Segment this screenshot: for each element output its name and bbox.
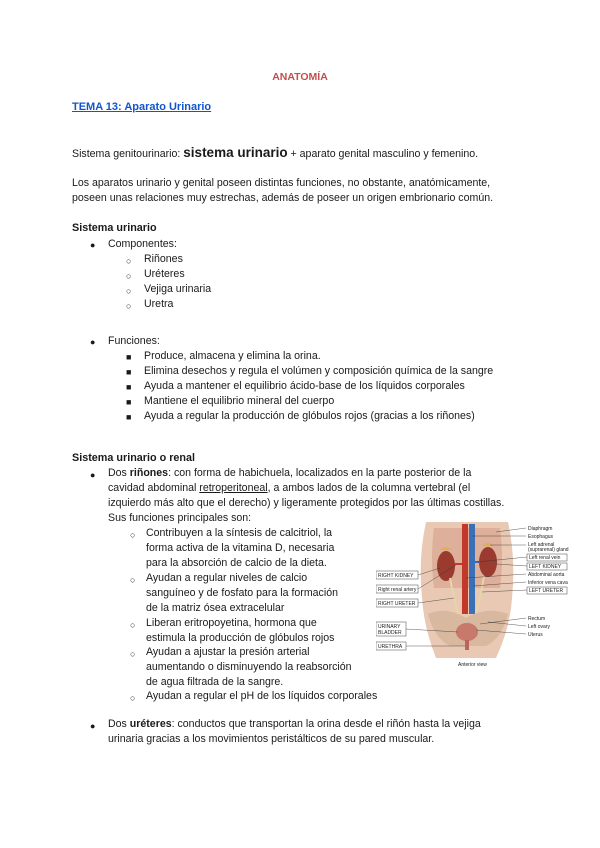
bullet-dot-small: ■: [126, 367, 132, 377]
label-urethra: URETHRA: [378, 644, 403, 650]
label-abdominal-aorta: Abdominal aorta: [528, 572, 565, 578]
funcion-rinon-line: Ayudan a ajustar la presión arterial: [146, 646, 310, 658]
intro-bold: sistema urinario: [183, 145, 288, 160]
aorta-shape: [462, 524, 468, 614]
bullet-circle: ○: [130, 575, 136, 585]
urinary-system-illustration: [376, 518, 576, 668]
funcion-rinon-line: de agua filtrada de la sangre.: [146, 676, 284, 688]
bullet-circle: ○: [130, 530, 136, 540]
funcion-rinon-line: Ayudan a regular niveles de calcio: [146, 572, 308, 584]
componente-item: Uretra: [144, 298, 174, 310]
funcion-item: Elimina desechos y regula el volúmen y composición química de la sangre: [144, 365, 494, 377]
bullet-dot-small: ■: [126, 412, 132, 422]
label-inferior-vena-cava: Inferior vena cava: [528, 580, 568, 586]
bullet-circle: ○: [126, 301, 132, 311]
bullet-circle: ○: [126, 286, 132, 296]
label-right-ureter: RIGHT URETER: [378, 601, 416, 607]
funcion-rinon-line: forma activa de la vitamina D, necesaria: [146, 542, 335, 554]
label-left-renal-vein: Left renal vein: [529, 555, 561, 561]
bullet-circle: ○: [130, 693, 136, 703]
bullet-circle: ○: [126, 256, 132, 266]
funciones-label: Funciones:: [108, 335, 160, 347]
label-left-ureter: LEFT URETER: [529, 588, 564, 594]
topic-title: TEMA 13: Aparato Urinario: [72, 101, 212, 113]
right-kidney-shape: [437, 551, 455, 581]
left-kidney-shape: [479, 547, 497, 577]
vena-cava-shape: [469, 524, 475, 614]
bullet-dot: ●: [90, 721, 96, 731]
intro-paragraph: [72, 145, 532, 162]
bullet-dot-small: ■: [126, 352, 132, 362]
bullet-dot: ●: [90, 470, 96, 480]
rinones-line-3: izquierdo más alto que el derecho) y ligeramente protegidos por las últimas costillas.: [108, 497, 505, 509]
label-left-ovary: Left ovary: [528, 624, 550, 630]
funcion-rinon-line: estimula la producción de glóbulos rojos: [146, 632, 335, 644]
bullet-circle: ○: [126, 271, 132, 281]
retroperitoneal-link[interactable]: retroperitoneal: [199, 482, 268, 494]
figure-caption: Anterior view: [458, 662, 487, 668]
componentes-label: Componentes:: [108, 238, 177, 250]
urethra-shape: [465, 640, 469, 650]
label-suprarenal-gland: (suprarenal) gland: [528, 547, 569, 553]
section-heading-sistema-urinario: Sistema urinario: [72, 222, 157, 234]
label-bladder: BLADDER: [378, 630, 402, 636]
label-right-kidney: RIGHT KIDNEY: [378, 573, 414, 579]
label-right-renal-artery: Right renal artery: [378, 587, 417, 593]
funcion-item: Mantiene el equilibrio mineral del cuerpo: [144, 395, 335, 407]
componente-item: Uréteres: [144, 268, 185, 280]
funcion-item: Ayuda a mantener el equilibrio ácido-base de los líquidos corporales: [144, 380, 465, 392]
funcion-item: Ayuda a regular la producción de glóbulos rojos (gracias a los riñones): [144, 410, 475, 422]
label-left-adrenal: Left adrenal: [528, 542, 555, 548]
bullet-dot-small: ■: [126, 397, 132, 407]
label-left-kidney: LEFT KIDNEY: [529, 564, 562, 570]
urinary-system-figure: [376, 518, 576, 668]
para2-line-1: Los aparatos urinario y genital poseen distintas funciones, no obstante, anatómicamente,: [72, 177, 491, 189]
bullet-dot-small: ■: [126, 382, 132, 392]
intro-suffix: + aparato genital masculino y femenino.: [287, 148, 479, 160]
funcion-rinon-line: Ayudan a regular el pH de los líquidos corporales: [146, 690, 378, 702]
rinones-line-1: Dos riñones: con forma de habichuela, localizados en la parte posterior de la: [108, 467, 472, 479]
bullet-dot: ●: [90, 337, 96, 347]
funcion-rinon-line: de la matriz ósea extracelular: [146, 602, 285, 614]
funcion-rinon-line: Liberan eritropoyetina, hormona que: [146, 617, 317, 629]
funcion-rinon-line: Contribuyen a la síntesis de calcitriol, la: [146, 527, 333, 539]
intro-prefix: Sistema genitourinario:: [72, 148, 184, 160]
componente-item: Riñones: [144, 253, 183, 265]
bullet-circle: ○: [130, 649, 136, 659]
label-rectum: Rectum: [528, 616, 546, 622]
funcion-rinon-line: para la absorción de calcio de la dieta.: [146, 557, 327, 569]
ureteres-line-1: Dos uréteres: conductos que transportan la orina desde el riñón hasta la vejiga: [108, 718, 481, 730]
ureteres-line-2: urinaria gracias a los movimientos peristálticos de su pared muscular.: [108, 733, 435, 745]
bladder-shape: [456, 623, 478, 641]
label-diaphragm: Diaphragm: [528, 526, 553, 532]
para2-line-2: poseen unas relaciones muy estrechas, además de poseer un origen embrionario común.: [72, 192, 494, 204]
funcion-rinon-line: sanguíneo y de fosfato para la formación: [146, 587, 338, 599]
funcion-rinon-line: aumentando o disminuyendo la reabsorción: [146, 661, 352, 673]
rinones-line-2: cavidad abdominal retroperitoneal, a ambos lados de la columna vertebral (el: [108, 482, 471, 494]
funcion-item: Produce, almacena y elimina la orina.: [144, 350, 321, 362]
componente-item: Vejiga urinaria: [144, 283, 212, 295]
rinones-line-4: Sus funciones principales son:: [108, 512, 252, 524]
bullet-circle: ○: [130, 620, 136, 630]
bullet-dot: ●: [90, 240, 96, 250]
label-urinary: URINARY: [378, 624, 401, 630]
page-title: ANATOMÍA: [272, 71, 328, 83]
label-esophagus: Esophagus: [528, 534, 554, 540]
label-uterus: Uterus: [528, 632, 543, 638]
section-heading-sistema-renal: Sistema urinario o renal: [72, 452, 196, 464]
